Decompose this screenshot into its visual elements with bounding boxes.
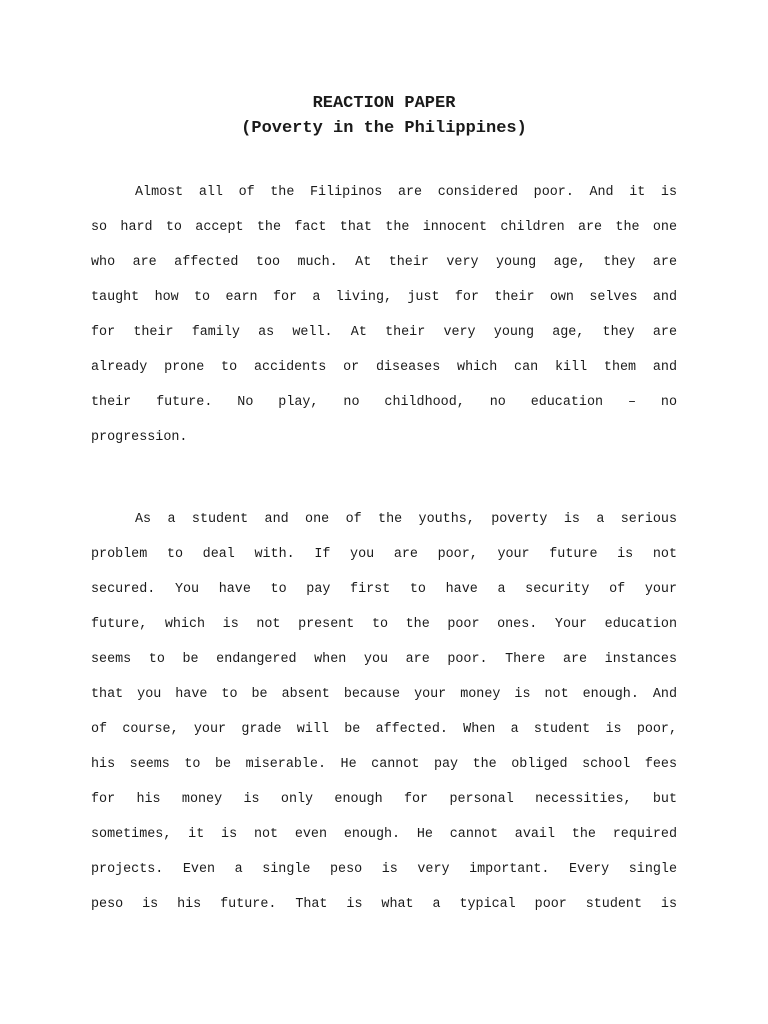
paragraph-line: taught how to earn for a living, just for their own selves and bbox=[91, 290, 677, 305]
paragraph-line: of course, your grade will be affected. When a student is poor, bbox=[91, 722, 677, 737]
paragraph-line: problem to deal with. If you are poor, your future is not bbox=[91, 547, 677, 562]
paragraph-line: progression. bbox=[91, 430, 188, 445]
paragraph-line: already prone to accidents or diseases which can kill them and bbox=[91, 360, 677, 375]
paragraph-line: Almost all of the Filipinos are considered poor. And it is bbox=[135, 185, 677, 200]
paragraph-line: seems to be endangered when you are poor. There are instances bbox=[91, 652, 677, 667]
paragraph-line: projects. Even a single peso is very important. Every single bbox=[91, 862, 677, 877]
paragraph-line: sometimes, it is not even enough. He cannot avail the required bbox=[91, 827, 677, 842]
paragraph-line: his seems to be miserable. He cannot pay the obliged school fees bbox=[91, 757, 677, 772]
paragraph-line: secured. You have to pay first to have a security of your bbox=[91, 582, 677, 597]
paragraph-line: so hard to accept the fact that the innocent children are the one bbox=[91, 220, 677, 235]
paragraph-line: As a student and one of the youths, poverty is a serious bbox=[135, 512, 677, 527]
paragraph-line: future, which is not present to the poor ones. Your education bbox=[91, 617, 677, 632]
paragraph-line: who are affected too much. At their very young age, they are bbox=[91, 255, 677, 270]
paragraph-line: for his money is only enough for personal necessities, but bbox=[91, 792, 677, 807]
paragraph-line: that you have to be absent because your money is not enough. And bbox=[91, 687, 677, 702]
paragraph-line: peso is his future. That is what a typical poor student is bbox=[91, 897, 677, 912]
paragraph-line: for their family as well. At their very young age, they are bbox=[91, 325, 677, 340]
document-subtitle: (Poverty in the Philippines) bbox=[241, 119, 527, 138]
document-title: REACTION PAPER bbox=[312, 94, 456, 113]
paragraph-line: their future. No play, no childhood, no education – no bbox=[91, 395, 677, 410]
